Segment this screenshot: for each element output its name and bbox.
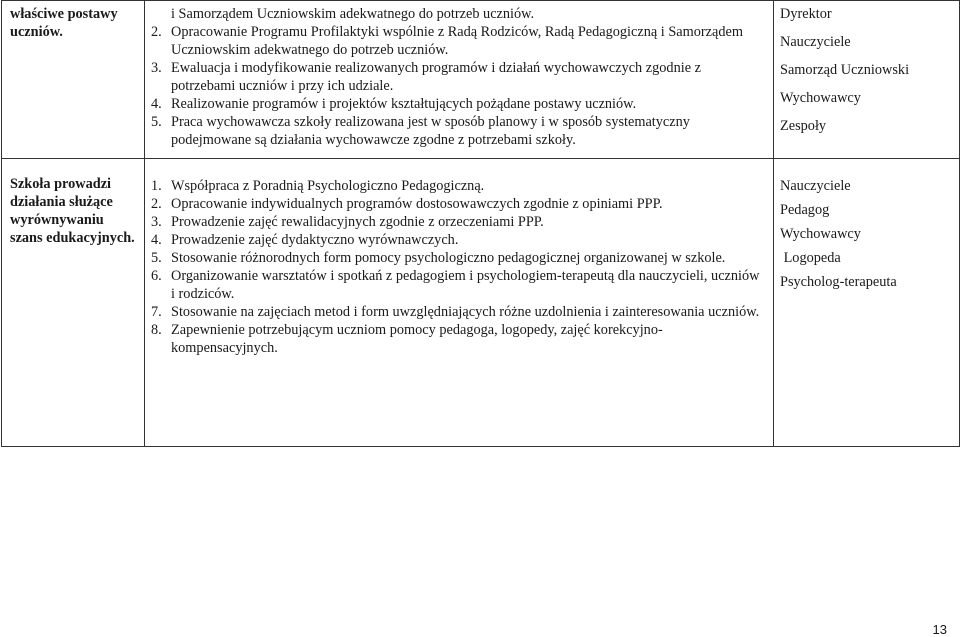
actions-cell <box>145 159 774 447</box>
responsible-cell <box>774 159 960 447</box>
list-item: 3. Prowadzenie zajęć rewalidacyjnych zgodnie z orzeczeniami PPP. <box>151 214 544 230</box>
action-list <box>151 23 767 149</box>
responsible-entry: Zespoły <box>780 118 827 134</box>
list-item: 4. Prowadzenie zajęć dydaktyczno wyrównawczych. <box>151 232 459 248</box>
area-cell: Szkoła prowadzi działania służące wyrównywaniu szans edukacyjnych. <box>2 159 145 447</box>
list-item: 7. Stosowanie na zajęciach metod i form uwzględniających różne uzdolnienia i zainteresowania uczniów. <box>151 304 760 320</box>
responsible-entry: Dyrektor <box>780 6 832 22</box>
list-item: 1. Współpraca z Poradnią Psychologiczno Pedagogiczną. <box>151 178 485 194</box>
responsible-cell <box>774 1 960 159</box>
responsible-entry: Psycholog-terapeuta <box>780 274 897 290</box>
plan-table <box>1 0 960 447</box>
list-item: 2. Opracowanie indywidualnych programów dostosowawczych zgodnie z opiniami PPP. <box>151 196 663 212</box>
list-item: 5. Stosowanie różnorodnych form pomocy psychologiczno pedagogicznej organizowanej w szkole. <box>151 250 726 266</box>
list-item: 4. Realizowanie programów i projektów kształtujących pożądane postawy uczniów. <box>151 96 637 112</box>
table-row <box>2 1 960 159</box>
responsible-entry: Samorząd Uczniowski <box>780 62 910 78</box>
responsible-entry: Logopeda <box>780 250 841 266</box>
continued-text: i Samorządem Uczniowskim adekwatnego do potrzeb uczniów. <box>171 6 535 22</box>
responsible-entry: Nauczyciele <box>780 178 851 194</box>
list-item: 2. Opracowanie Programu Profilaktyki wspólnie z Radą Rodziców, Radą Pedagogiczną i Samorządem Uczniowskim adekwatnego do potrzeb uczniów. <box>151 24 743 58</box>
list-item: 6. Organizowanie warsztatów i spotkań z pedagogiem i psychologiem-terapeutą dla nauczycieli, uczniów i rodziców. <box>151 268 760 302</box>
list-item: 8. Zapewnienie potrzebującym uczniom pomocy pedagoga, logopedy, zajęć korekcyjno-kompensacyjnych. <box>151 322 663 356</box>
list-item: 5. Praca wychowawcza szkoły realizowana jest w sposób planowy i w sposób systematyczny podejmowane są działania wychowawcze zgodne z potrzebami szkoły. <box>151 114 690 148</box>
responsible-entry: Wychowawcy <box>780 226 861 242</box>
responsible-entry: Wychowawcy <box>780 90 861 106</box>
page-number: 13 <box>932 622 947 637</box>
responsible-entry: Pedagog <box>780 202 830 218</box>
table-row <box>2 159 960 447</box>
actions-cell <box>145 1 774 159</box>
responsible-entry: Nauczyciele <box>780 34 851 50</box>
list-item: 3. Ewaluacja i modyfikowanie realizowanych programów i działań wychowawczych zgodnie z potrzebami uczniów i przy ich udziale. <box>151 60 701 94</box>
area-cell: właściwe postawy uczniów. <box>2 1 145 159</box>
action-list <box>151 177 767 357</box>
